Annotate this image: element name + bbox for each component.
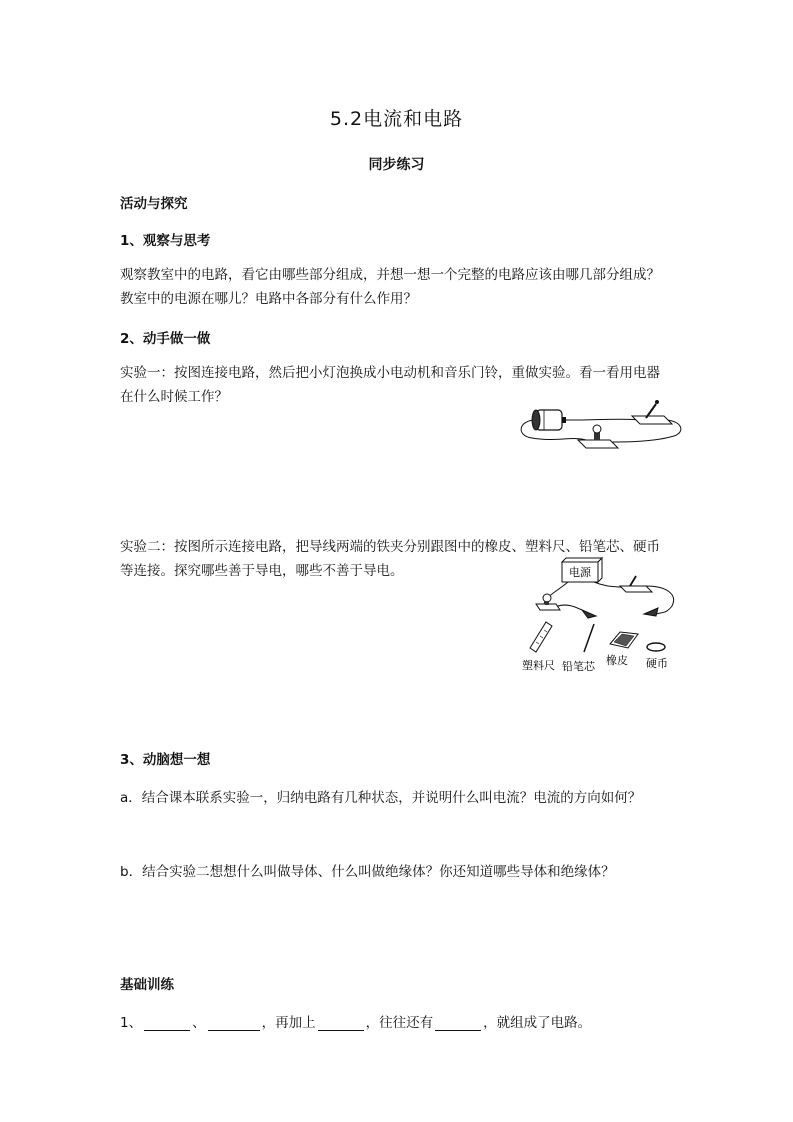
pencil-lead-label: 铅笔芯 [562, 660, 595, 673]
switch-icon [632, 400, 672, 424]
answer-blank-4[interactable] [435, 1016, 481, 1031]
coin-icon [647, 643, 665, 651]
separator-text: 、 [192, 1015, 206, 1031]
clip-icon [582, 610, 596, 618]
item1-line1: 观察教室中的电路，看它由哪些部分组成，并想一想一个完整的电路应该由哪几部分组成？ [120, 267, 660, 283]
power-source-box [562, 558, 602, 582]
clip-icon [644, 608, 658, 616]
eraser-label: 橡皮 [606, 654, 628, 667]
item3-heading: 3、动脑想一想 [120, 752, 211, 768]
light-bulb-icon [578, 425, 618, 448]
eraser-icon [610, 632, 638, 648]
answer-blank-3[interactable] [318, 1016, 364, 1031]
page-subtitle: 同步练习 [368, 157, 425, 173]
item1-text [120, 263, 680, 311]
plastic-ruler-icon [530, 622, 552, 652]
question-number: 1、 [120, 1015, 143, 1031]
light-bulb-icon [536, 594, 560, 610]
power-source-label: 电源 [569, 566, 591, 579]
question-text-1: ，再加上 [261, 1015, 316, 1031]
experiment2-line1: 实验二：按图所示连接电路，把导线两端的铁夹分别跟图中的橡皮、塑料尺、铅笔芯、硬币 [120, 539, 660, 555]
page-title: 5.2电流和电路 [329, 108, 464, 130]
item1-line2: 教室中的电源在哪儿？电路中各部分有什么作用？ [120, 291, 417, 307]
coin-label: 硬币 [646, 657, 668, 670]
pencil-lead-icon [584, 624, 594, 652]
question-a: a．结合课本联系实验一，归纳电路有几种状态，并说明什么叫电流？电流的方向如何？ [120, 790, 642, 806]
section-heading-activity: 活动与探究 [120, 196, 188, 212]
experiment1-line1: 实验一：按图连接电路，然后把小灯泡换成小电动机和音乐门铃，重做实验。看一看用电器 [120, 365, 660, 381]
switch-icon [620, 576, 652, 592]
item2-heading: 2、动手做一做 [120, 331, 211, 347]
answer-blank-1[interactable] [144, 1016, 190, 1031]
question-b: b．结合实验二想想什么叫做导体、什么叫做绝缘体？你还知道哪些导体和绝缘体？ [120, 864, 615, 880]
circuit-figure-2 [516, 556, 686, 674]
item1-heading: 1、观察与思考 [120, 233, 211, 249]
experiment2-line2: 等连接。探究哪些善于导电，哪些不善于导电。 [120, 563, 404, 579]
circuit-figure-1 [514, 392, 690, 458]
battery-icon [532, 410, 566, 430]
section-heading-basic: 基础训练 [120, 977, 174, 993]
question-text-2: ，往往还有 [365, 1015, 434, 1031]
fill-in-question-1 [120, 1011, 680, 1031]
experiment1-line2: 在什么时候工作？ [120, 389, 228, 405]
answer-blank-2[interactable] [208, 1016, 260, 1031]
question-text-3: ，就组成了电路。 [483, 1015, 592, 1031]
ruler-label: 塑料尺 [522, 659, 555, 672]
